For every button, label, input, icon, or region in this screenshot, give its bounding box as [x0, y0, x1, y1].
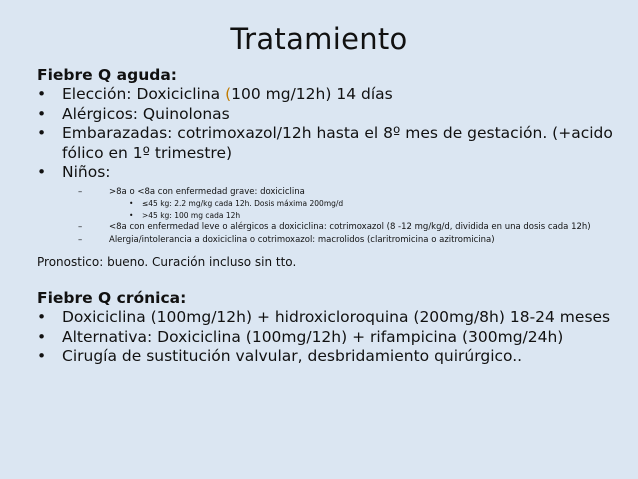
bullet-icon: • [37, 85, 47, 103]
embarazadas-text: Embarazadas: cotrimoxazol/12h hasta el 8º mes de gestación. (+acido fólico en 1º trimestre) [62, 124, 613, 162]
bullet-icon: • [37, 347, 47, 365]
sub-grave-item-2-text: >45 kg: 100 mg cada 12h [142, 210, 241, 220]
bullet-icon: • [37, 308, 47, 326]
acute-item-eleccion [37, 85, 627, 105]
ninos-sub-leve [62, 222, 627, 234]
slide-content [37, 66, 627, 367]
chronic-item-1 [37, 308, 627, 328]
chronic-item-2-text: Alternativa: Doxiciclina (100mg/12h) + rifampicina (300mg/24h) [62, 327, 564, 346]
ninos-text: Niños: [62, 163, 111, 181]
bullet-icon: • [37, 327, 47, 346]
eleccion-paren: ( [225, 85, 232, 103]
sub-grave-text: >8a o <8a con enfermedad grave: doxiciclina [109, 186, 305, 197]
alergicos-text: Alérgicos: Quinolonas [62, 104, 230, 123]
ninos-sub-grave-item-1 [62, 199, 627, 210]
ninos-sub-grave-item-2 [62, 211, 627, 222]
slide-title: Tratamiento [230, 22, 408, 56]
eleccion-post: 100 mg/12h) 14 días [231, 85, 393, 103]
eleccion-pre: Elección: Doxiciclina [62, 85, 226, 103]
sub-alergia-text: Alergia/intolerancia a doxiciclina o cotrimoxazol: macrolidos (claritromicina o azitromicina) [109, 234, 495, 245]
prognosis-text: Pronostico: bueno. Curación incluso sin tto. [37, 255, 297, 269]
dash-icon: – [78, 186, 83, 197]
ninos-sub-alergia [62, 235, 627, 247]
bullet-icon: • [129, 199, 134, 208]
acute-item-embarazadas [37, 124, 627, 163]
bullet-icon: • [129, 210, 134, 220]
bullet-icon: • [37, 163, 47, 181]
sub-leve-text: <8a con enfermedad leve o alérgicos a doxiciclina: cotrimoxazol (8 -12 mg/kg/d, dividida en una dosis cada 12h) [109, 222, 591, 232]
chronic-item-2 [37, 328, 627, 348]
chronic-heading: Fiebre Q crónica: [37, 289, 187, 307]
dash-icon: – [78, 234, 83, 245]
bullet-icon: • [37, 104, 47, 123]
acute-item-ninos [37, 163, 627, 183]
ninos-sub-grave [62, 187, 627, 199]
acute-heading: Fiebre Q aguda: [37, 66, 177, 84]
dash-icon: – [78, 222, 83, 232]
chronic-item-3-text: Cirugía de sustitución valvular, desbridamiento quirúrgico.. [62, 347, 523, 365]
chronic-item-1-text: Doxiciclina (100mg/12h) + hidroxicloroquina (200mg/8h) 18-24 meses [62, 308, 611, 326]
chronic-item-3 [37, 347, 627, 367]
bullet-icon: • [37, 124, 47, 142]
acute-item-alergicos [37, 105, 627, 125]
sub-grave-item-1-text: ≤45 kg: 2.2 mg/kg cada 12h. Dosis máxima 200mg/d [142, 199, 344, 208]
